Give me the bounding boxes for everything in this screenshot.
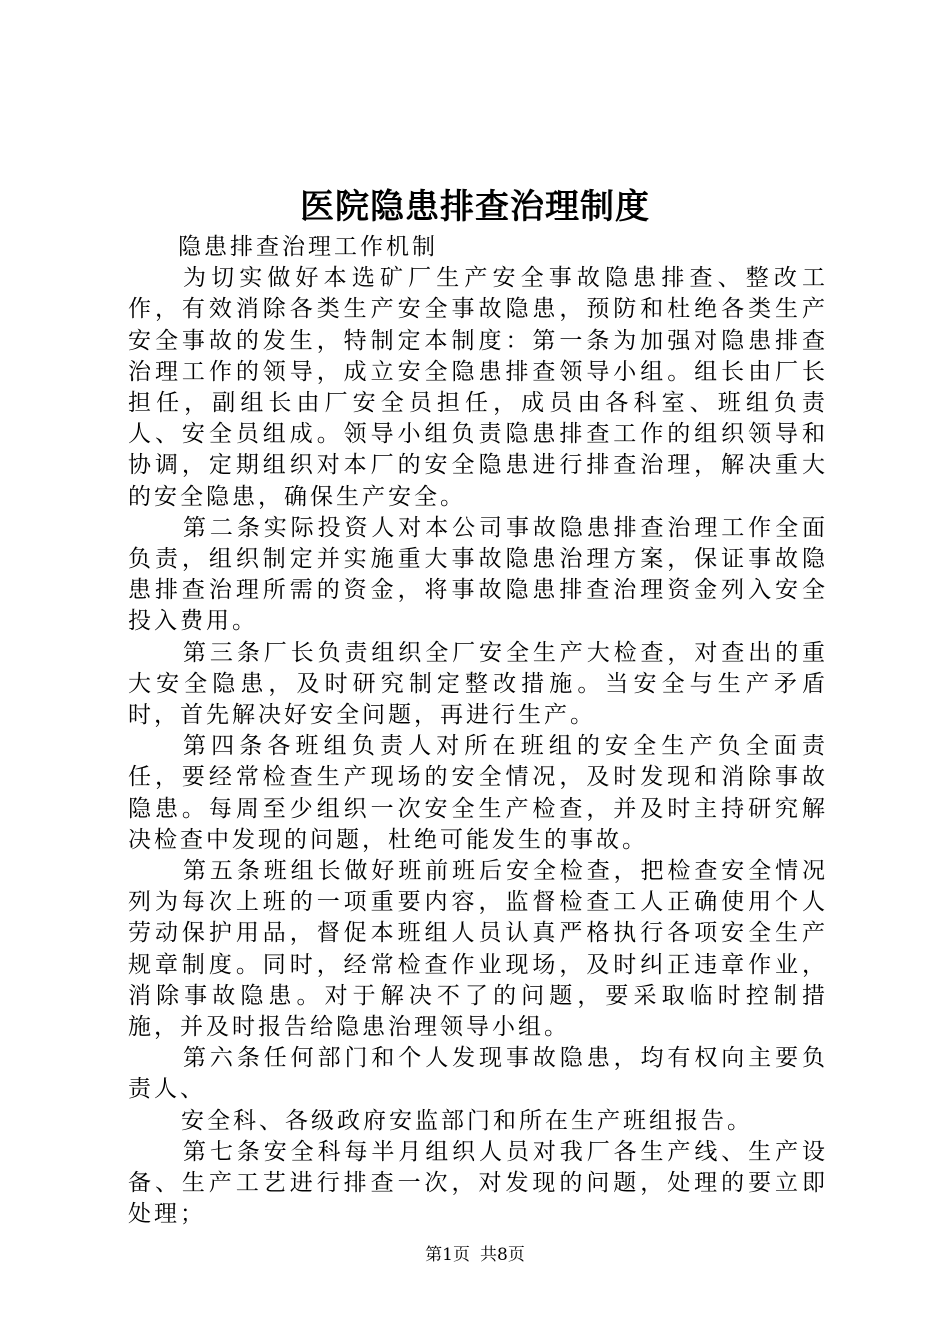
section-subtitle: 隐患排查治理工作机制: [178, 234, 438, 260]
page-number: 第1页: [425, 1245, 470, 1265]
paragraph-article-6-continued: 安全科、各级政府安监部门和所在生产班组报告。: [181, 1107, 753, 1134]
document-title: 医院隐患排查治理制度: [300, 187, 650, 227]
paragraph-article-6: 第六条任何部门和个人发现事故隐患，均有权向主要负责人、: [128, 1045, 828, 1103]
page-total: 共8页: [480, 1245, 525, 1265]
paragraph-article-3: 第三条厂长负责组织全厂安全生产大检查，对查出的重大安全隐患，及时研究制定整改措施。当安全与生产矛盾时，首先解决好安全问题，再进行生产。: [128, 639, 828, 729]
paragraph-article-2: 第二条实际投资人对本公司事故隐患排查治理工作全面负责，组织制定并实施重大事故隐患治理方案，保证事故隐患排查治理所需的资金，将事故隐患排查治理资金列入安全投入费用。: [128, 514, 828, 635]
paragraph-article-4: 第四条各班组负责人对所在班组的安全生产负全面责任，要经常检查生产现场的安全情况，及时发现和消除事故隐患。每周至少组织一次安全生产检查，并及时主持研究解决检查中发现的问题，杜绝可能发生的事故。: [128, 733, 828, 853]
paragraph-intro-article-1: 为切实做好本选矿厂生产安全事故隐患排查、整改工作，有效消除各类生产安全事故隐患，预防和杜绝各类生产安全事故的发生，特制定本制度：第一条为加强对隐患排查治理工作的领导，成立安全隐患排查领导小组。组长由厂长担任，副组长由厂安全员担任，成员由各科室、班组负责人、安全员组成。领导小组负责隐患排查工作的组织领导和协调，定期组织对本厂的安全隐患进行排查治理，解决重大的安全隐患，确保生产安全。: [128, 265, 828, 510]
page-footer: [0, 1243, 950, 1267]
paragraph-article-7: 第七条安全科每半月组织人员对我厂各生产线、生产设备、生产工艺进行排查一次，对发现的问题，处理的要立即处理；: [128, 1138, 828, 1228]
document-body: [128, 232, 828, 1231]
paragraph-article-5: 第五条班组长做好班前班后安全检查，把检查安全情况列为每次上班的一项重要内容，监督检查工人正确使用个人劳动保护用品，督促本班组人员认真严格执行各项安全生产规章制度。同时，经常检查作业现场，及时纠正违章作业，消除事故隐患。对于解决不了的问题，要采取临时控制措施，并及时报告给隐患治理领导小组。: [128, 858, 828, 1041]
